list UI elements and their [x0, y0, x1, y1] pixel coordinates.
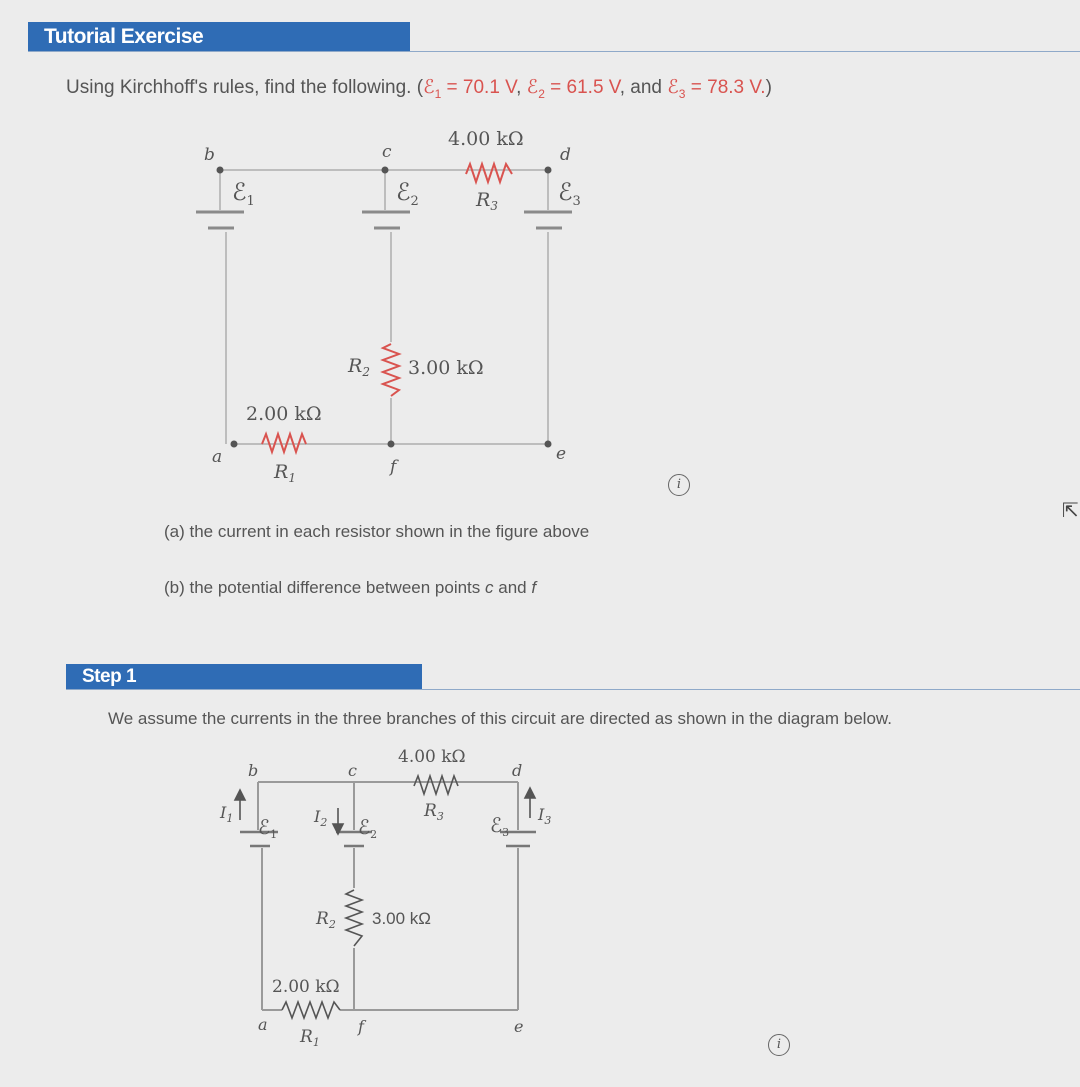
node-c-label: c — [382, 142, 392, 162]
emf2-label: ℰ$_2$ — [396, 178, 419, 209]
node-c-dot — [382, 167, 389, 174]
node-f-label: f — [390, 457, 397, 477]
c2-resistor-r3-symbol — [414, 776, 458, 794]
intro-sep1: , — [516, 77, 527, 98]
emf2-subscript: 2 — [538, 86, 545, 101]
c2-i1-label: $I_1$ — [220, 803, 234, 825]
c2-r1-value-label: 2.00 kΩ — [272, 977, 340, 997]
tutorial-exercise-header: Tutorial Exercise — [28, 22, 410, 52]
node-b-label: b — [204, 145, 215, 165]
node-f-dot — [388, 441, 395, 448]
question-b-point-c: c — [485, 578, 494, 597]
node-d-label: d — [560, 145, 571, 165]
r3-name-label: $R_3$ — [476, 189, 498, 213]
c2-r1-name-label: $R_1$ — [300, 1027, 320, 1049]
c2-node-f-label: f — [358, 1017, 364, 1036]
circuit-diagram-1 — [0, 0, 1080, 520]
cursor-icon: ⇱ — [1062, 500, 1079, 522]
step-1-text: We assume the currents in the three branches of this circuit are directed as shown in the diagram below. — [108, 709, 892, 728]
info-icon[interactable]: i — [668, 474, 690, 496]
question-b-and: and — [493, 578, 532, 597]
intro-prefix: Using Kirchhoff's rules, find the following. ( — [66, 77, 424, 98]
emf3-subscript: 3 — [678, 86, 686, 101]
circuit-diagram-2 — [0, 740, 1080, 1087]
node-a-label: a — [212, 447, 223, 467]
emf2-value: = 61.5 V — [544, 77, 620, 98]
r1-name-label: $R_1$ — [274, 461, 296, 485]
resistor-r3-symbol — [466, 164, 512, 182]
c2-r2-value-label: 3.00 kΩ — [372, 909, 432, 928]
intro-sep2: , and — [619, 77, 668, 98]
question-a: (a) the current in each resistor shown in the figure above — [164, 522, 590, 541]
c2-emf2-label: ℰ$_2$ — [358, 815, 378, 841]
question-b-point-f: f — [531, 578, 537, 597]
node-e-dot — [545, 441, 552, 448]
step-divider — [66, 689, 1080, 690]
r2-value-label: 3.00 kΩ — [408, 357, 484, 379]
emf2-symbol: ℰ — [526, 77, 539, 98]
c2-i2-label: $I_2$ — [314, 807, 328, 829]
node-d-dot — [545, 167, 552, 174]
c2-node-e-label: e — [514, 1017, 524, 1036]
intro-suffix: ) — [765, 77, 772, 98]
r1-value-label: 2.00 kΩ — [246, 403, 322, 425]
node-b-dot — [217, 167, 224, 174]
step-1-header: Step 1 — [66, 664, 422, 690]
r3-value-label: 4.00 kΩ — [448, 128, 524, 150]
emf3-symbol: ℰ — [667, 77, 679, 98]
c2-node-d-label: d — [512, 761, 523, 780]
emf3-value: = 78.3 V. — [685, 77, 766, 98]
info-icon-2[interactable]: i — [768, 1034, 790, 1056]
c2-r3-name-label: $R_3$ — [424, 801, 444, 823]
question-b-prefix: (b) the potential difference between points — [164, 578, 486, 597]
resistor-r2-symbol — [383, 344, 399, 396]
c2-emf3-label: ℰ$_3$ — [490, 813, 510, 839]
c2-emf1-label: ℰ$_1$ — [258, 815, 278, 841]
emf1-subscript: 1 — [434, 86, 442, 101]
c2-resistor-r2-symbol — [346, 890, 362, 946]
c2-i3-label: $I_3$ — [538, 805, 552, 827]
question-b — [164, 578, 536, 598]
emf1-value: = 70.1 V — [441, 77, 517, 98]
emf1-symbol: ℰ — [423, 77, 435, 98]
c2-node-c-label: c — [348, 761, 357, 780]
c2-resistor-r1-symbol — [282, 1002, 340, 1018]
c2-node-b-label: b — [248, 761, 259, 780]
node-e-label: e — [556, 444, 567, 464]
c2-r2-name-label: $R_2$ — [316, 909, 336, 931]
node-a-dot — [231, 441, 238, 448]
c2-r3-value-label: 4.00 kΩ — [398, 747, 466, 767]
r2-name-label: $R_2$ — [348, 355, 370, 379]
emf1-label: ℰ$_1$ — [232, 178, 255, 209]
c2-node-a-label: a — [258, 1015, 268, 1034]
emf3-label: ℰ$_3$ — [558, 178, 581, 209]
